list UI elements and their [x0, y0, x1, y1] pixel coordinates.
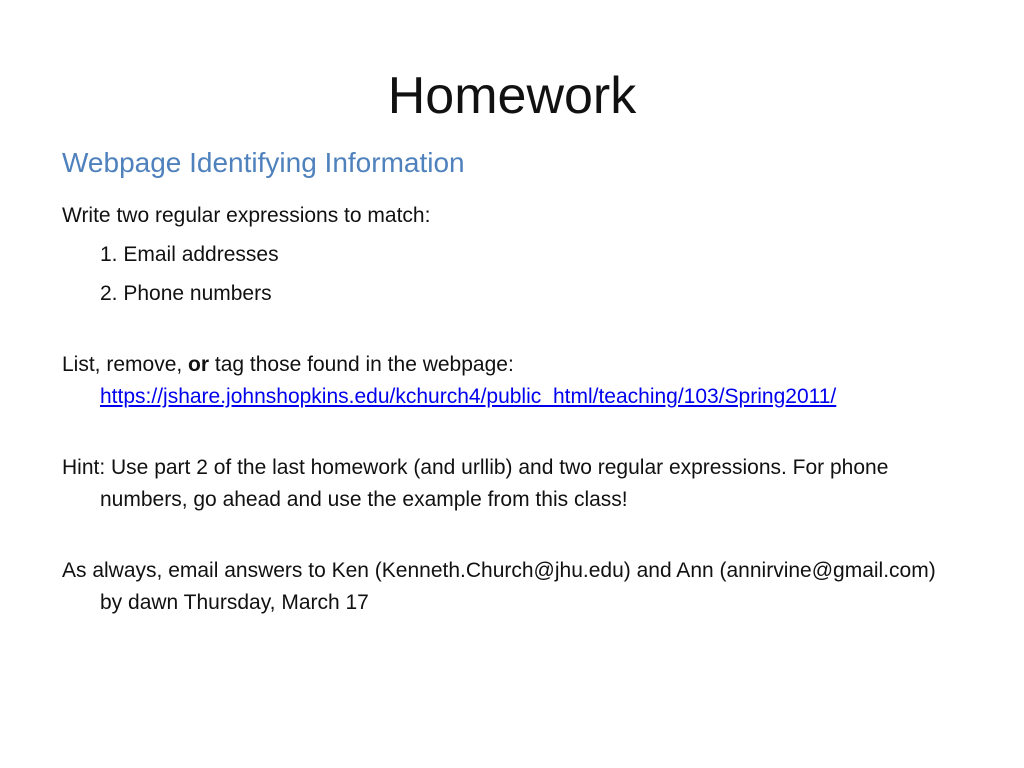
list-item-email: 1. Email addresses	[100, 243, 279, 266]
slide-body	[62, 200, 962, 619]
task-suffix: tag those found in the webpage:	[209, 353, 514, 376]
hint-paragraph: Hint: Use part 2 of the last homework (and urllib) and two regular expressions. For phone numbers, go ahead and use the example from this class!	[62, 456, 889, 511]
closing-paragraph: As always, email answers to Ken (Kenneth.Church@jhu.edu) and Ann (annirvine@gmail.com) by dawn Thursday, March 17	[62, 559, 936, 614]
task-bold-or: or	[188, 353, 210, 376]
task-prefix: List, remove,	[62, 353, 189, 376]
list-item-phone: 2. Phone numbers	[100, 282, 272, 305]
webpage-link[interactable]: https://jshare.johnshopkins.edu/kchurch4/public_html/teaching/103/Spring2011/	[100, 385, 837, 408]
slide-title: Homework	[387, 67, 637, 125]
task-paragraph	[62, 349, 962, 413]
slide-subtitle: Webpage Identifying Information	[62, 147, 465, 178]
intro-text: Write two regular expressions to match:	[62, 204, 431, 227]
